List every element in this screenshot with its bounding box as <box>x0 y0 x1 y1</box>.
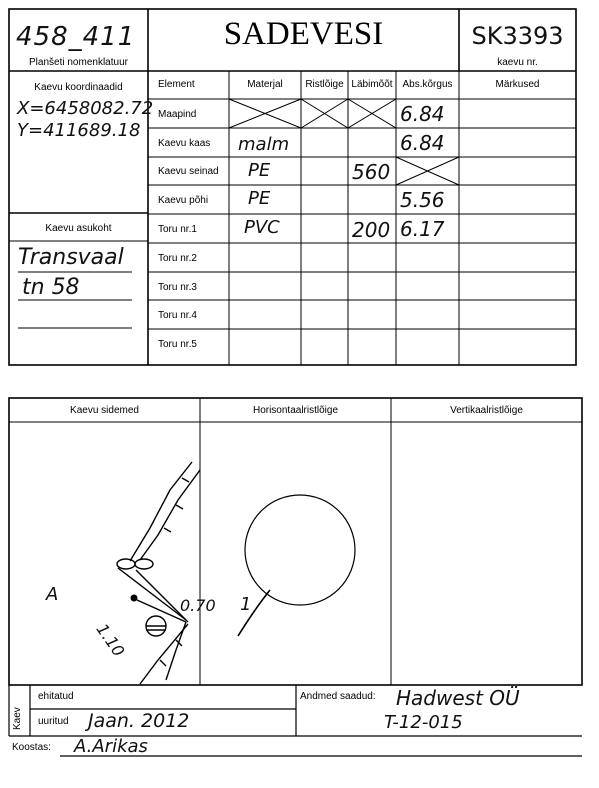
compiled-value: A.Arikas <box>74 736 148 757</box>
location-line2: tn 58 <box>22 275 80 300</box>
connections-label: Kaevu sidemed <box>70 405 139 416</box>
surveyed-value: Jaan. 2012 <box>88 710 190 732</box>
well-number-label: kaevu nr. <box>497 57 538 68</box>
row-element: Toru nr.5 <box>158 339 197 350</box>
row-diameter: 560 <box>352 160 391 184</box>
col-header-material: Materjal <box>247 79 283 90</box>
sheet-label: Planšeti nomenklatuur <box>29 57 128 68</box>
row-material: PE <box>248 160 271 181</box>
data-from-value: Hadwest OÜ <box>396 686 520 710</box>
row-diameter: 200 <box>352 218 391 242</box>
horizontal-section-label: Horisontaalristlõige <box>252 405 339 416</box>
col-header-element: Element <box>158 79 195 90</box>
data-from-code: T-12-015 <box>384 712 463 733</box>
row-elevation: 6.84 <box>400 131 445 155</box>
row-element: Kaevu seinad <box>158 166 219 177</box>
col-header-cross: Ristlõige <box>305 79 344 90</box>
row-material: malm <box>238 134 290 155</box>
row-element: Toru nr.2 <box>158 253 197 264</box>
row-element: Toru nr.3 <box>158 282 197 293</box>
sketch-label-1: 1 <box>240 594 252 615</box>
data-from-label: Andmed saadud: <box>300 691 376 702</box>
compiled-label: Koostas: <box>12 742 51 753</box>
sketch-label-070: 0.70 <box>180 596 216 615</box>
built-label: ehitatud <box>38 691 74 702</box>
location-line1: Transvaal <box>18 245 124 270</box>
col-header-diameter: Läbimõõt <box>351 79 393 90</box>
page-title: SADEVESI <box>223 16 384 52</box>
footer-side-label: Kaev <box>12 707 23 730</box>
row-elevation: 6.84 <box>400 102 445 126</box>
surveyed-label: uuritud <box>38 716 69 727</box>
row-elevation: 5.56 <box>400 188 445 212</box>
sheet-code: 458_411 <box>16 22 136 52</box>
coords-label: Kaevu koordinaadid <box>34 82 123 93</box>
sketch-label-a: A <box>46 584 59 605</box>
coord-y: Y=411689.18 <box>17 120 141 141</box>
row-element: Kaevu põhi <box>158 195 209 206</box>
drawing-frame <box>9 398 582 685</box>
row-element: Toru nr.1 <box>158 224 197 235</box>
horizontal-section <box>238 495 355 636</box>
col-header-notes: Märkused <box>495 79 540 90</box>
connections-sketch <box>117 462 200 684</box>
well-number: SK3393 <box>471 22 564 50</box>
row-elevation: 6.17 <box>400 217 445 241</box>
location-label: Kaevu asukoht <box>45 223 112 234</box>
row-element: Toru nr.4 <box>158 310 197 321</box>
row-element: Kaevu kaas <box>158 138 211 149</box>
sketch-label-110: 1.10 <box>92 620 129 661</box>
row-material: PE <box>248 188 271 209</box>
coord-x: X=6458082.72 <box>17 98 154 119</box>
row-material: PVC <box>244 217 280 238</box>
row-element: Maapind <box>158 109 197 120</box>
vertical-section-label: Vertikaalristlõige <box>450 405 523 416</box>
col-header-elevation: Abs.kõrgus <box>402 79 453 90</box>
